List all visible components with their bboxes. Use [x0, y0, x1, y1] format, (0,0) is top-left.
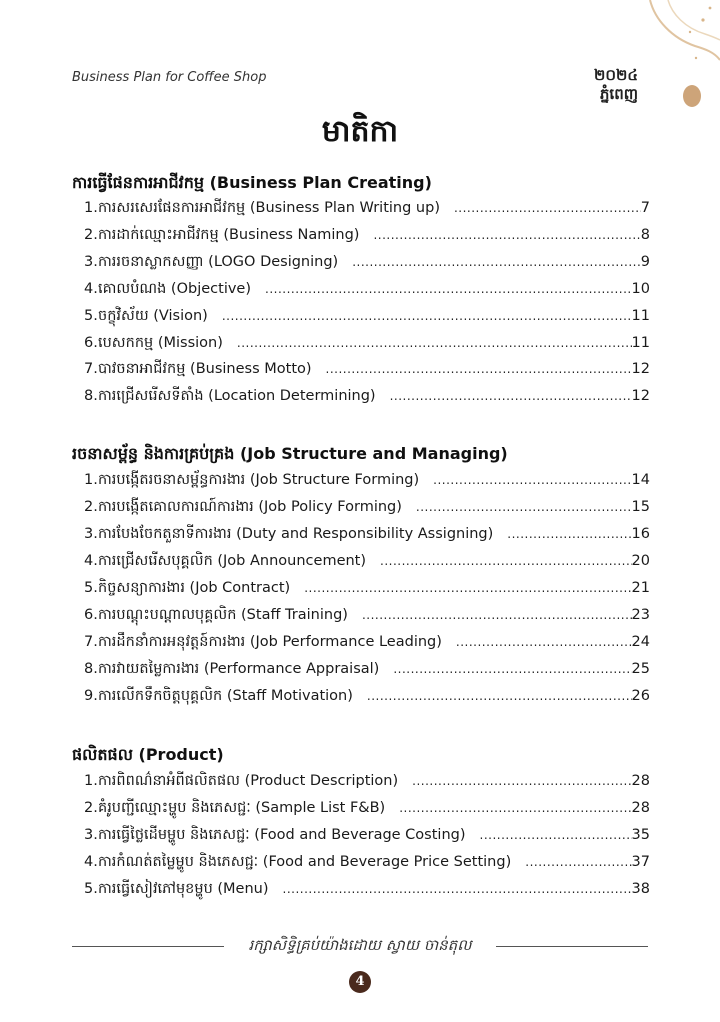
- toc-item-label: ការកំណត់តម្លៃម្ហូប និងភេសជ្ជៈ (Food and Beverage Price Setting): [98, 854, 512, 870]
- toc-item-label: ការធ្វើថ្លៃដើមម្ហូប និងភេសជ្ជៈ (Food and Beverage Costing): [98, 827, 466, 843]
- toc-item-page: 12: [631, 361, 650, 377]
- toc-item-label: ការបង្កើតរចនាសម្ព័ន្ធការងារ (Job Structure Forming): [98, 472, 420, 488]
- toc-leader-dots: [367, 689, 632, 703]
- toc-leader-dots: [454, 201, 641, 215]
- toc-item-page: 15: [631, 499, 650, 515]
- toc-item[interactable]: [84, 387, 650, 407]
- toc-item-page: 23: [631, 607, 650, 623]
- toc-item[interactable]: [84, 687, 650, 707]
- toc-leader-dots: [265, 282, 632, 296]
- toc-item-label: បេសកកម្ម (Mission): [98, 335, 223, 351]
- toc-item-label: ការធ្វើសៀវភៅមុខម្ហូប (Menu): [98, 881, 269, 897]
- header-city: ភ្នំពេញ: [599, 85, 638, 103]
- toc-item-number: 4.: [84, 553, 98, 569]
- toc-item-label: ការពិពណ៌នាអំពីផលិតផល (Product Description): [98, 773, 399, 789]
- toc-item[interactable]: [84, 334, 650, 354]
- page-title: មាតិកា: [321, 114, 399, 149]
- toc-item-number: 3.: [84, 526, 98, 542]
- toc-leader-dots: [456, 635, 632, 649]
- toc-item-page: 26: [631, 688, 650, 704]
- toc-item[interactable]: [84, 606, 650, 626]
- toc-item-page: 7: [640, 200, 650, 216]
- toc-item-number: 7.: [84, 634, 98, 650]
- toc-item-number: 3.: [84, 254, 98, 270]
- toc-leader-dots: [507, 527, 631, 541]
- toc-item-label: ការជ្រើសរើសទីតាំង (Location Determining): [98, 388, 376, 404]
- toc-item-number: 2.: [84, 800, 98, 816]
- toc-leader-dots: [393, 662, 631, 676]
- toc-item-page: 8: [640, 227, 650, 243]
- toc-leader-dots: [362, 608, 632, 622]
- toc-item-number: 9.: [84, 688, 98, 704]
- toc-item-number: 3.: [84, 827, 98, 843]
- toc-item[interactable]: [84, 799, 650, 819]
- toc-item-number: 4.: [84, 281, 98, 297]
- toc-item-number: 4.: [84, 854, 98, 870]
- toc-item-label: ការរចនាស្លាកសញ្ញា (LOGO Designing): [98, 254, 339, 270]
- toc-item-page: 21: [631, 580, 650, 596]
- toc-item-label: គំរូបញ្ជីឈ្មោះម្ហូប និងភេសជ្ជៈ (Sample List F&B): [98, 800, 386, 816]
- toc-item[interactable]: [84, 826, 650, 846]
- toc-leader-dots: [237, 336, 632, 350]
- toc-item-page: 11: [631, 335, 650, 351]
- toc-item-page: 37: [631, 854, 650, 870]
- toc-leader-dots: [222, 309, 632, 323]
- toc-item-number: 5.: [84, 881, 98, 897]
- toc-item-number: 8.: [84, 388, 98, 404]
- toc-item-number: 7.: [84, 361, 98, 377]
- toc-item-page: 11: [631, 308, 650, 324]
- toc-item-label: ការដឹកនាំការអនុវត្តន៍ការងារ (Job Performance Leading): [98, 634, 442, 650]
- toc-item-page: 35: [631, 827, 650, 843]
- toc-item-page: 14: [631, 472, 650, 488]
- toc-item-label: ការបណ្ដុះបណ្ដាលបុគ្គលិក (Staff Training): [98, 607, 348, 623]
- footer-copyright: រក្សាសិទ្ធិគ្រប់យ៉ាងដោយ ស្វាយ ចាន់តុល: [248, 936, 472, 954]
- toc-item-label: បាវចនាអាជីវកម្ម (Business Motto): [98, 361, 312, 377]
- toc-leader-dots: [480, 828, 632, 842]
- toc-item-number: 5.: [84, 580, 98, 596]
- toc-item-label: ការសរសេរផែនការអាជីវកម្ម (Business Plan Writing up): [98, 200, 440, 216]
- toc-item-page: 28: [631, 773, 650, 789]
- toc-item-page: 38: [631, 881, 650, 897]
- toc-item-label: គោលបំណង (Objective): [98, 281, 252, 297]
- toc-item[interactable]: [84, 307, 650, 327]
- toc-item[interactable]: [84, 772, 650, 792]
- toc-item-label: ការបែងចែកតួនាទីការងារ (Duty and Responsibility Assigning): [98, 526, 494, 542]
- section-heading-job-structure: រចនាសម្ព័ន្ធ និងការគ្រប់គ្រង (Job Structure and Managing): [72, 444, 508, 463]
- document-title-header: Business Plan for Coffee Shop: [72, 70, 267, 85]
- toc-leader-dots: [399, 801, 631, 815]
- section-heading-business-plan: ការធ្វើផែនការអាជីវកម្ម (Business Plan Creating): [72, 173, 432, 192]
- header-year-city: [594, 66, 638, 104]
- toc-leader-dots: [380, 554, 632, 568]
- toc-item-page: 24: [631, 634, 650, 650]
- toc-leader-dots: [304, 581, 631, 595]
- toc-item-label: ការវាយតម្លៃការងារ (Performance Appraisal): [98, 661, 380, 677]
- toc-item-label: ការជ្រើសរើសបុគ្គលិក (Job Announcement): [98, 553, 367, 569]
- toc-item-label: ការលើកទឹកចិត្តបុគ្គលិក (Staff Motivation): [98, 688, 353, 704]
- toc-item-page: 9: [640, 254, 650, 270]
- toc-leader-dots: [416, 500, 632, 514]
- toc-item-number: 2.: [84, 227, 98, 243]
- section-heading-product: ផលិតផល (Product): [72, 745, 224, 764]
- toc-item-page: 12: [631, 388, 650, 404]
- toc-item-label: ការបង្កើតគោលការណ៍ការងារ (Job Policy Forming): [98, 499, 402, 515]
- toc-item-number: 8.: [84, 661, 98, 677]
- page-number-badge: 4: [349, 971, 371, 993]
- toc-item-page: 25: [631, 661, 650, 677]
- toc-leader-dots: [525, 855, 631, 869]
- toc-leader-dots: [326, 362, 632, 376]
- toc-item[interactable]: [84, 199, 650, 219]
- toc-item[interactable]: [84, 853, 650, 873]
- toc-item-number: 6.: [84, 607, 98, 623]
- toc-leader-dots: [352, 255, 641, 269]
- header-year: ២០២៤: [594, 66, 638, 84]
- toc-item-page: 10: [631, 281, 650, 297]
- toc-item-number: 1.: [84, 773, 98, 789]
- toc-item[interactable]: [84, 280, 650, 300]
- toc-item-number: 5.: [84, 308, 98, 324]
- toc-item-label: កិច្ចសន្យាការងារ (Job Contract): [98, 580, 291, 596]
- toc-item-page: 16: [631, 526, 650, 542]
- footer-divider-right: [496, 946, 648, 947]
- toc-leader-dots: [390, 389, 632, 403]
- toc-leader-dots: [412, 774, 631, 788]
- toc-item[interactable]: [84, 552, 650, 572]
- toc-item[interactable]: [84, 360, 650, 380]
- toc-item-number: 1.: [84, 472, 98, 488]
- toc-item-page: 20: [631, 553, 650, 569]
- toc-leader-dots: [283, 882, 632, 896]
- toc-item[interactable]: [84, 471, 650, 491]
- toc-item[interactable]: [84, 525, 650, 545]
- toc-item[interactable]: [84, 226, 650, 246]
- toc-item-page: 28: [631, 800, 650, 816]
- toc-item-number: 6.: [84, 335, 98, 351]
- toc-item[interactable]: [84, 880, 650, 900]
- toc-leader-dots: [373, 228, 640, 242]
- toc-item[interactable]: [84, 660, 650, 680]
- toc-leader-dots: [433, 473, 631, 487]
- toc-item-label: ការដាក់ឈ្មោះអាជីវកម្ម (Business Naming): [98, 227, 360, 243]
- toc-item-number: 1.: [84, 200, 98, 216]
- toc-item[interactable]: [84, 498, 650, 518]
- toc-item[interactable]: [84, 579, 650, 599]
- toc-item[interactable]: [84, 633, 650, 653]
- toc-item-number: 2.: [84, 499, 98, 515]
- toc-item-label: ចក្ខុវិស័យ (Vision): [98, 308, 208, 324]
- toc-item[interactable]: [84, 253, 650, 273]
